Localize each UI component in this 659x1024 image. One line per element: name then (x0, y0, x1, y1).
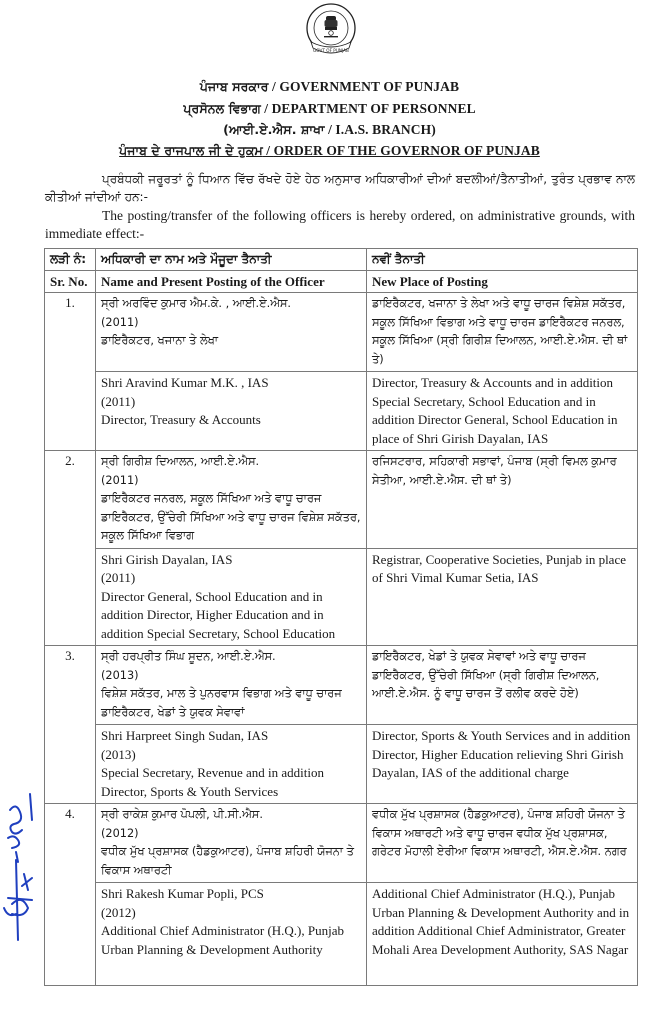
present-posting-en: Director, Treasury & Accounts (101, 412, 261, 427)
new-posting-pa: ਵਧੀਕ ਮੁੱਖ ਪ੍ਰਸ਼ਾਸਕ (ਹੈਡਕੁਆਟਰ), ਪੰਜਾਬ ਸ਼ਹਿਰੀ ਯੋਜਨਾ ਤੇ ਵਿਕਾਸ ਅਥਾਰਟੀ ਅਤੇ ਵਾਧੂ ਚਾਰਜ ਵਧੀਕ ਮੁੱਖ ਪ੍ਰਸ਼ਾਸਕ, ਗਰੇਟਰ ਮੋਹਾਲੀ ਏਰੀਆ ਵਿਕਾਸ ਅਥਾਰਟੀ, ਐਸ.ਏ.ਐਸ. ਨਗਰ (367, 804, 638, 883)
officer-batch-en: (2012) (101, 904, 136, 920)
header-government-en: GOVERNMENT OF PUNJAB (279, 79, 460, 94)
header-sep: / (268, 79, 280, 94)
header-department-en: DEPARTMENT OF PERSONNEL (271, 101, 476, 116)
order-title (0, 141, 659, 161)
header-department-pa: ਪ੍ਰਸੋਨਲ ਵਿਭਾਗ (183, 101, 261, 116)
officer-name-pa: ਸ੍ਰੀ ਹਰਪ੍ਰੀਤ ਸਿੰਘ ਸੂਦਨ, ਆਈ.ਏ.ਐਸ. (101, 650, 276, 663)
header-branch-pa: (ਆਈ.ਏ.ਐਸ. ਸ਼ਾਖਾ (223, 122, 325, 137)
header-sr-pa: ਲੜੀ ਨੰ: (45, 249, 96, 271)
new-posting-en: Additional Chief Administrator (H.Q.), Punjab Urban Planning & Development Authority and in addition Additional Chief Administrator, Greater Mohali Area Development Authority, SAS Nagar (367, 883, 638, 986)
officer-name-pa: ਸ੍ਰੀ ਅਰਵਿੰਦ ਕੁਮਾਰ ਐਮ.ਕੇ. , ਆਈ.ਏ.ਐਸ. (101, 297, 292, 310)
officer-present-en (96, 725, 367, 804)
officer-batch-pa: (2011) (101, 315, 139, 329)
government-seal (305, 2, 357, 62)
header-name-en: Name and Present Posting of the Officer (96, 271, 367, 293)
officer-present-pa (96, 293, 367, 372)
seal-text: GOVT OF PUNJAB (313, 48, 349, 53)
header-branch (0, 120, 659, 140)
table-row (45, 804, 638, 883)
present-posting-pa: ਡਾਇਰੈਕਟਰ, ਖਜਾਨਾ ਤੇ ਲੇਖਾ (101, 334, 219, 347)
table-row (45, 548, 638, 646)
new-posting-en: Director, Treasury & Accounts and in addition Special Secretary, School Education and in addition Director General, School Education in place of Shri Girish Dayalan, IAS (367, 372, 638, 451)
table-row (45, 451, 638, 549)
header-government-pa: ਪੰਜਾਬ ਸਰਕਾਰ (199, 79, 269, 94)
header-government (0, 77, 659, 97)
intro-english-text: The posting/transfer of the following officers is hereby ordered, on administrative grounds, with immediate effect:- (45, 208, 635, 241)
officer-name-pa: ਸ੍ਰੀ ਗਿਰੀਸ਼ ਦਿਆਲਨ, ਆਈ.ਏ.ਐਸ. (101, 455, 260, 468)
header-sep: / (260, 101, 272, 116)
officer-present-en (96, 883, 367, 986)
table-row (45, 883, 638, 986)
order-title-pa: ਪੰਜਾਬ ਦੇ ਰਾਜਪਾਲ ਜੀ ਦੇ ਹੁਕਮ (119, 143, 263, 158)
intro-paragraph-punjabi (45, 170, 635, 206)
new-posting-pa: ਰਜਿਸਟਰਾਰ, ਸਹਿਕਾਰੀ ਸਭਾਵਾਂ, ਪੰਜਾਬ (ਸ੍ਰੀ ਵਿਮਲ ਕੁਮਾਰ ਸੇਤੀਆ, ਆਈ.ਏ.ਐਸ. ਦੀ ਥਾਂ ਤੇ) (367, 451, 638, 549)
officer-present-pa (96, 804, 367, 883)
new-posting-pa: ਡਾਇਰੈਕਟਰ, ਖੇਡਾਂ ਤੇ ਯੁਵਕ ਸੇਵਾਵਾਂ ਅਤੇ ਵਾਧੂ ਚਾਰਜ ਡਾਇਰੈਕਟਰ, ਉੱਚੇਰੀ ਸਿੱਖਿਆ (ਸ੍ਰੀ ਗਿਰੀਸ਼ ਦਿਆਲਨ, ਆਈ.ਏ.ਐਸ. ਨੂੰ ਵਾਧੂ ਚਾਰਜ ਤੋਂ ਰਲੀਵ ਕਰਦੇ ਹੋਏ) (367, 646, 638, 725)
header-new-pa: ਨਵੀਂ ਤੈਨਾਤੀ (367, 249, 638, 271)
serial-number: 3. (45, 646, 96, 804)
officer-name-pa: ਸ੍ਰੀ ਰਾਕੇਸ਼ ਕੁਮਾਰ ਪੋਪਲੀ, ਪੀ.ਸੀ.ਐਸ. (101, 808, 263, 821)
officer-present-pa (96, 646, 367, 725)
new-posting-en: Director, Sports & Youth Services and in addition Director, Higher Education relieving Shri Girish Dayalan, IAS of the additional charge (367, 725, 638, 804)
table-row (45, 293, 638, 372)
officer-name-en: Shri Girish Dayalan, IAS (101, 551, 233, 567)
officer-batch-pa: (2012) (101, 826, 139, 840)
handwritten-signature (2, 790, 38, 950)
officer-batch-en: (2013) (101, 746, 136, 762)
intro-punjabi-text: ਪ੍ਰਬੰਧਕੀ ਜਰੂਰਤਾਂ ਨੂੰ ਧਿਆਨ ਵਿੱਚ ਰੱਖਦੇ ਹੋਏ ਹੇਠ ਅਨੁਸਾਰ ਅਧਿਕਾਰੀਆਂ ਦੀਆਂ ਬਦਲੀਆਂ/ਤੈਨਾਤੀਆਂ, ਤੁਰੰਤ ਪ੍ਰਭਾਵ ਨਾਲ ਕੀਤੀਆਂ ਜਾਂਦੀਆਂ ਹਨ:- (45, 172, 635, 204)
officer-present-en (96, 548, 367, 646)
table-header-row-en (45, 271, 638, 293)
present-posting-pa: ਵਿਸ਼ੇਸ਼ ਸਕੱਤਰ, ਮਾਲ ਤੇ ਪੁਨਰਵਾਸ ਵਿਭਾਗ ਅਤੇ ਵਾਧੂ ਚਾਰਜ ਡਾਇਰੈਕਟਰ, ਖੇਡਾਂ ਤੇ ਯੁਵਕ ਸੇਵਾਵਾਂ (101, 687, 342, 719)
table-row (45, 725, 638, 804)
officer-batch-pa: (2013) (101, 668, 139, 682)
serial-number: 2. (45, 451, 96, 646)
intro-paragraph-english (45, 207, 635, 243)
officer-name-en: Shri Harpreet Singh Sudan, IAS (101, 728, 269, 743)
present-posting-en: Additional Chief Administrator (H.Q.), Punjab Urban Planning & Development Authority (101, 923, 345, 957)
state-emblem-icon (324, 16, 338, 37)
header-sep: / (324, 122, 336, 137)
header-department (0, 99, 659, 119)
table-header-row-pa (45, 249, 638, 271)
header-sep: / (262, 143, 274, 158)
table-row (45, 372, 638, 451)
header-name-pa: ਅਧਿਕਾਰੀ ਦਾ ਨਾਮ ਅਤੇ ਮੌਜੂਦਾ ਤੈਨਾਤੀ (96, 249, 367, 271)
header-new-en: New Place of Posting (367, 271, 638, 293)
order-title-en: ORDER OF THE GOVERNOR OF PUNJAB (273, 143, 540, 158)
officer-batch-pa: (2011) (101, 473, 139, 487)
present-posting-en: Special Secretary, Revenue and in addition Director, Sports & Youth Services (101, 765, 324, 799)
header-branch-en: I.A.S. BRANCH) (335, 122, 436, 137)
new-posting-en: Registrar, Cooperative Societies, Punjab in place of Shri Vimal Kumar Setia, IAS (367, 548, 638, 646)
officer-batch-en: (2011) (101, 393, 136, 409)
officer-present-en (96, 372, 367, 451)
officer-present-pa (96, 451, 367, 549)
present-posting-en: Director General, School Education and in addition Director, Higher Education and in addition Special Secretary, School Education (101, 588, 336, 641)
officer-name-en: Shri Rakesh Kumar Popli, PCS (101, 886, 264, 901)
officer-name-en: Shri Aravind Kumar M.K. , IAS (101, 375, 269, 390)
header-sr-en: Sr. No. (45, 271, 96, 293)
serial-number: 1. (45, 293, 96, 451)
serial-number: 4. (45, 804, 96, 986)
posting-orders-table (44, 248, 638, 986)
officer-batch-en: (2011) (101, 570, 136, 585)
present-posting-pa: ਡਾਇਰੈਕਟਰ ਜਨਰਲ, ਸਕੂਲ ਸਿੱਖਿਆ ਅਤੇ ਵਾਧੂ ਚਾਰਜ ਡਾਇਰੈਕਟਰ, ਉੱਚੇਰੀ ਸਿੱਖਿਆ ਅਤੇ ਵਾਧੂ ਚਾਰਜ ਵਿਸ਼ੇਸ਼ ਸਕੱਤਰ, ਸਕੂਲ ਸਿੱਖਿਆ ਵਿਭਾਗ (101, 492, 361, 542)
new-posting-pa: ਡਾਇਰੈਕਟਰ, ਖਜਾਨਾ ਤੇ ਲੇਖਾ ਅਤੇ ਵਾਧੂ ਚਾਰਜ ਵਿਸ਼ੇਸ਼ ਸਕੱਤਰ, ਸਕੂਲ ਸਿੱਖਿਆ ਵਿਭਾਗ ਅਤੇ ਵਾਧੂ ਚਾਰਜ ਡਾਇਰੈਕਟਰ ਜਨਰਲ, ਸਕੂਲ ਸਿੱਖਿਆ (ਸ੍ਰੀ ਗਿਰੀਸ਼ ਦਿਆਲਨ, ਆਈ.ਏ.ਐਸ. ਦੀ ਥਾਂ ਤੇ) (367, 293, 638, 372)
present-posting-pa: ਵਧੀਕ ਮੁੱਖ ਪ੍ਰਸ਼ਾਸਕ (ਹੈਡਕੁਆਟਰ), ਪੰਜਾਬ ਸ਼ਹਿਰੀ ਯੋਜਨਾ ਤੇ ਵਿਕਾਸ ਅਥਾਰਟੀ (101, 845, 354, 877)
table-row (45, 646, 638, 725)
